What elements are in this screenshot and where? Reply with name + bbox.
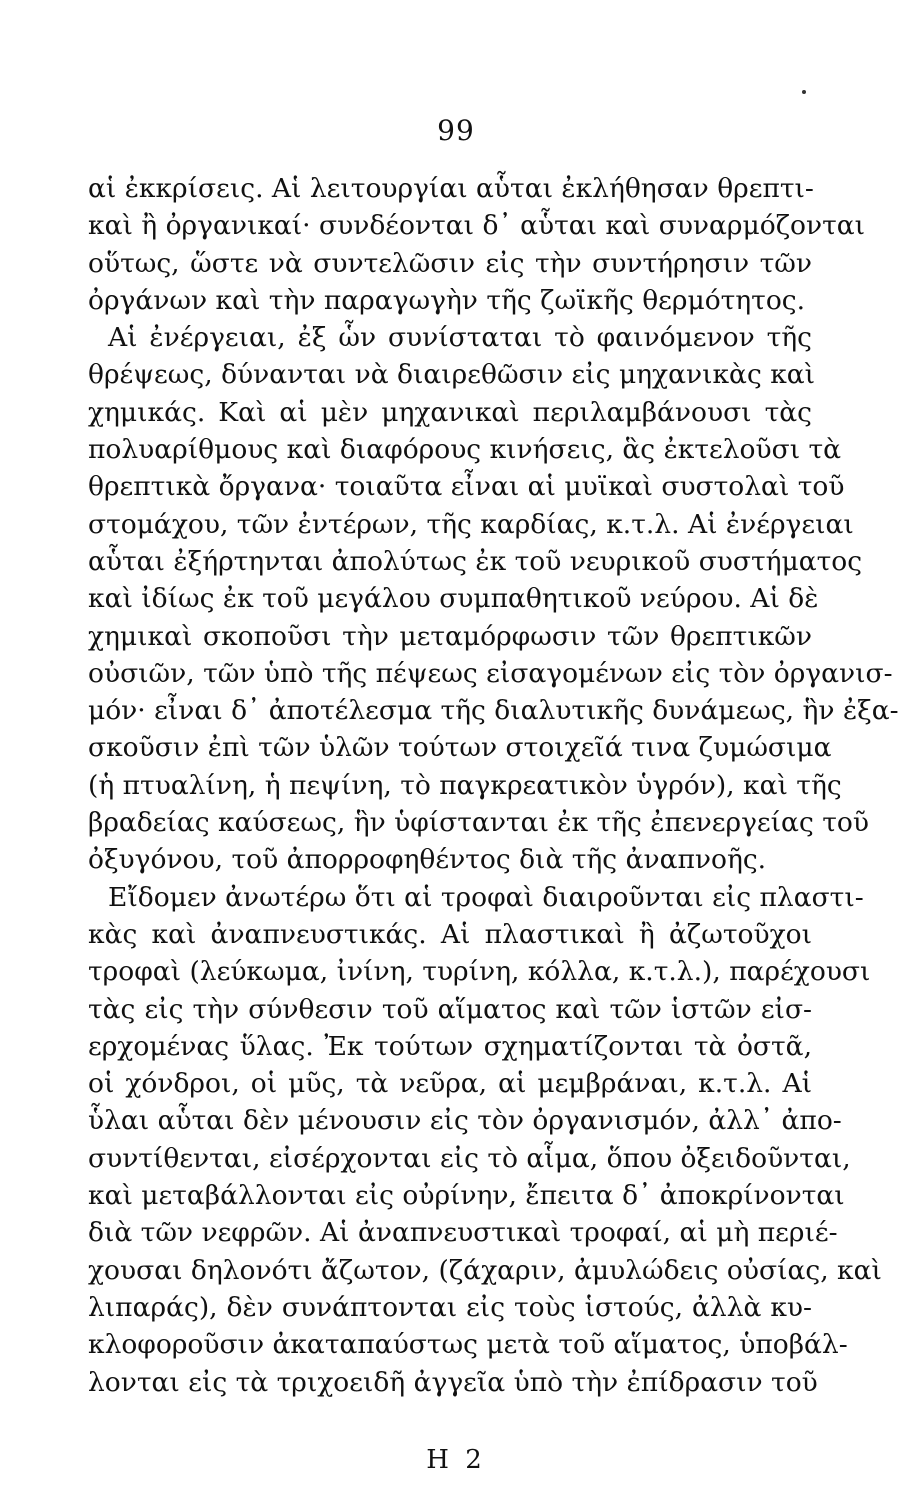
- text-line: κὰς καὶ ἀναπνευστικάς. Αἱ πλαστικαὶ ἢ ἀζωτοῦχοι: [88, 918, 812, 950]
- text-line: θρεπτικὰ ὄργανα· τοιαῦτα εἶναι αἱ μυϊκαὶ συστολαὶ τοῦ: [88, 471, 845, 503]
- text-line: κλοφοροῦσιν ἀκαταπαύστως μετὰ τοῦ αἵματος, ὑποβάλ-: [88, 1329, 848, 1361]
- text-line: τὰς εἰς τὴν σύνθεσιν τοῦ αἵματος καὶ τῶν ἱστῶν εἰσ-: [88, 993, 812, 1025]
- text-line: χημικαὶ σκοποῦσι τὴν μεταμόρφωσιν τῶν θρεπτικῶν: [88, 620, 812, 652]
- text-line: (ἡ πτυαλίνη, ἡ πεψίνη, τὸ παγκρεατικὸν ὑγρόν), καὶ τῆς: [88, 769, 842, 801]
- text-line: καὶ ἢ ὀργανικαί· συνδέονται δ᾽ αὗται καὶ συναρμόζονται: [88, 210, 866, 242]
- text-line: Εἴδομεν ἀνωτέρω ὅτι αἱ τροφαὶ διαιροῦνται εἰς πλαστι-: [108, 881, 864, 913]
- text-line: οὕτως, ὥστε νὰ συντελῶσιν εἰς τὴν συντήρησιν τῶν: [88, 247, 812, 279]
- body-text: [88, 170, 899, 1401]
- text-line: οὐσιῶν, τῶν ὑπὸ τῆς πέψεως εἰσαγομένων εἰς τὸν ὀργανισ-: [88, 657, 893, 689]
- text-line: αὗται ἐξήρτηνται ἀπολύτως ἐκ τοῦ νευρικοῦ συστήματος: [88, 545, 863, 577]
- text-line: τροφαὶ (λεύκωμα, ἰνίνη, τυρίνη, κόλλα, κ.τ.λ.), παρέχουσι: [88, 956, 871, 988]
- text-line: καὶ μεταβάλλονται εἰς οὐρίνην, ἔπειτα δ᾽ ἀποκρίνονται: [88, 1180, 845, 1212]
- text-line: λονται εἰς τὰ τριχοειδῆ ἀγγεῖα ὑπὸ τὴν ἐπίδρασιν τοῦ: [88, 1366, 818, 1398]
- text-line: λιπαράς), δὲν συνάπτονται εἰς τοὺς ἱστούς, ἀλλὰ κυ-: [88, 1291, 812, 1323]
- text-line: πολυαρίθμους καὶ διαφόρους κινήσεις, ἃς ἐκτελοῦσι τὰ: [88, 434, 842, 466]
- text-line: μόν· εἶναι δ᾽ ἀποτέλεσμα τῆς διαλυτικῆς δυνάμεως, ἣν ἐξα-: [88, 695, 899, 727]
- text-line: συντίθενται, εἰσέρχονται εἰς τὸ αἷμα, ὅπου ὀξειδοῦνται,: [88, 1142, 851, 1174]
- text-line: βραδείας καύσεως, ἣν ὑφίστανται ἐκ τῆς ἐπενεργείας τοῦ: [88, 807, 869, 839]
- signature-mark: Η 2: [426, 1445, 486, 1475]
- text-line: χημικάς. Καὶ αἱ μὲν μηχανικαὶ περιλαμβάνουσι τὰς: [88, 396, 812, 428]
- text-line: στομάχου, τῶν ἐντέρων, τῆς καρδίας, κ.τ.λ. Αἱ ἐνέργειαι: [88, 508, 854, 540]
- text-line: ὀργάνων καὶ τὴν παραγωγὴν τῆς ζωϊκῆς θερμότητος.: [88, 284, 806, 316]
- text-line: Αἱ ἐνέργειαι, ἐξ ὧν συνίσταται τὸ φαινόμενον τῆς: [108, 322, 812, 354]
- ink-speck: [802, 90, 806, 94]
- text-line: σκοῦσιν ἐπὶ τῶν ὑλῶν τούτων στοιχεῖά τινα ζυμώσιμα: [88, 732, 832, 764]
- text-line: αἱ ἐκκρίσεις. Αἱ λειτουργίαι αὗται ἐκλήθησαν θρεπτι-: [88, 173, 814, 204]
- text-line: χουσαι δηλονότι ἄζωτον, (ζάχαριν, ἀμυλώδεις οὐσίας, καὶ: [88, 1254, 882, 1286]
- text-line: ὗλαι αὗται δὲν μένουσιν εἰς τὸν ὀργανισμόν, ἀλλ᾽ ἀπο-: [88, 1105, 842, 1137]
- text-line: οἱ χόνδροι, οἱ μῦς, τὰ νεῦρα, αἱ μεμβράναι, κ.τ.λ. Αἱ: [88, 1068, 812, 1100]
- text-line: ερχομένας ὕλας. Ἐκ τούτων σχηματίζονται τὰ ὀστᾶ,: [88, 1030, 812, 1062]
- text-line: διὰ τῶν νεφρῶν. Αἱ ἀναπνευστικαὶ τροφαί, αἱ μὴ περιέ-: [88, 1217, 838, 1249]
- text-line: θρέψεως, δύνανται νὰ διαιρεθῶσιν εἰς μηχανικὰς καὶ: [88, 359, 816, 391]
- text-line: καὶ ἰδίως ἐκ τοῦ μεγάλου συμπαθητικοῦ νεύρου. Αἱ δὲ: [88, 583, 819, 615]
- text-line: ὀξυγόνου, τοῦ ἀπορροφηθέντος διὰ τῆς ἀναπνοῆς.: [88, 844, 767, 876]
- page-number: 99: [437, 114, 475, 147]
